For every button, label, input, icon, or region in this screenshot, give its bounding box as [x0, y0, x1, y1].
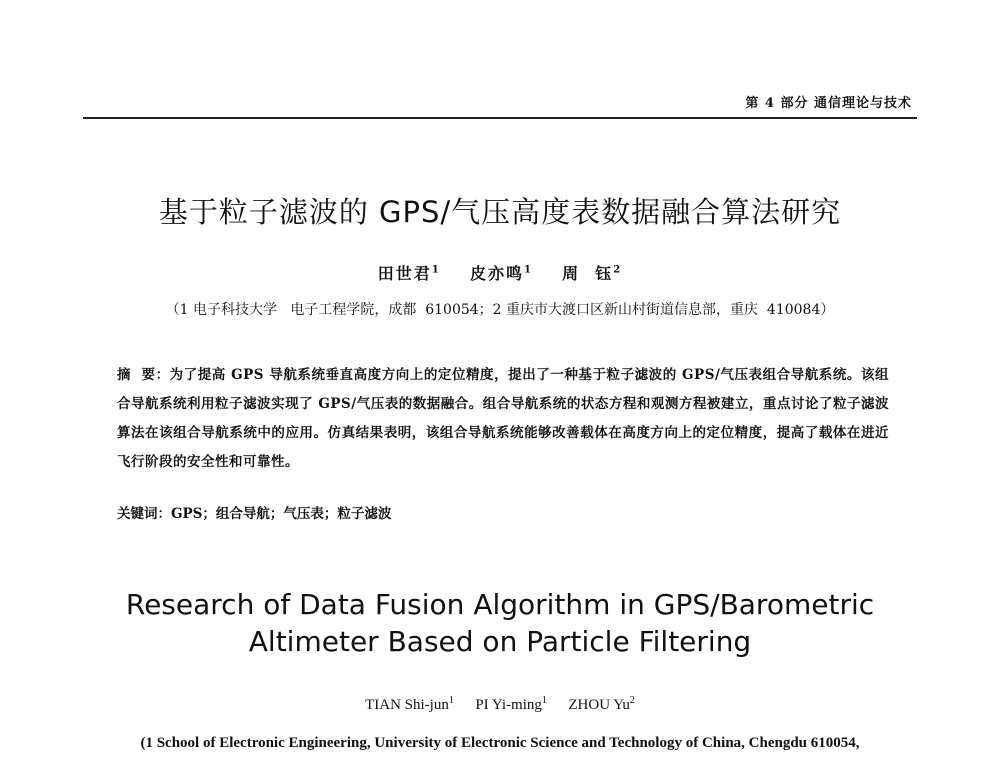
author-cn-2: 皮亦鸣 [469, 264, 524, 283]
running-header: 第 4 部分 通信理论与技术 [745, 96, 912, 111]
header-rule [83, 117, 917, 119]
abstract-text: 为了提高 GPS 导航系统垂直高度方向上的定位精度，提出了一种基于粒子滤波的 GPS/气压表组合导航系统。该组合导航系统利用粒子滤波实现了 GPS/气压表的数据融合。组合导航系统的状态方程和观测方程被建立，重点讨论了粒子滤波算法在该组合导航系统中的应用。仿真结果表明，该组合导航系统能够改善载体在高度方向上的定位精度，提高了载体在进近飞行阶段的安全性和可靠性。 [117, 367, 889, 470]
title-english-line-2: Altimeter Based on Particle Filtering [248, 625, 752, 658]
author-en-2-sup: 1 [541, 695, 547, 706]
keywords-chinese [117, 500, 889, 529]
authors-english [0, 697, 1000, 714]
author-en-1: TIAN Shi-jun [365, 697, 449, 713]
author-en-3: ZHOU Yu [568, 697, 630, 713]
author-cn-3: 周 钰 [562, 264, 614, 283]
title-english-line-1: Research of Data Fusion Algorithm in GPS/Barometric [125, 588, 875, 621]
author-cn-1-sup: 1 [431, 264, 441, 276]
author-cn-2-sup: 1 [523, 264, 533, 276]
abstract-label: 摘 要： [117, 367, 170, 383]
author-cn-3-sup: 2 [613, 264, 623, 276]
title-chinese: 基于粒子滤波的 GPS/气压高度表数据融合算法研究 [158, 195, 842, 229]
affiliation-chinese: （1 电子科技大学 电子工程学院，成都 610054；2 重庆市大渡口区新山村街道信息部，重庆 410084） [165, 302, 835, 318]
keywords-text: GPS；组合导航；气压表；粒子滤波 [171, 506, 392, 522]
author-en-3-sup: 2 [629, 695, 635, 706]
keywords-label: 关键词： [117, 506, 171, 522]
author-en-2: PI Yi-ming [475, 697, 542, 713]
author-en-1-sup: 1 [448, 695, 454, 706]
title-english [0, 586, 1000, 660]
affiliation-english: (1 School of Electronic Engineering, University of Electronic Science and Technology of China, Chengdu 610054, [140, 735, 860, 751]
authors-chinese [0, 261, 1000, 284]
abstract-chinese [117, 361, 889, 477]
author-cn-1: 田世君 [377, 264, 432, 283]
